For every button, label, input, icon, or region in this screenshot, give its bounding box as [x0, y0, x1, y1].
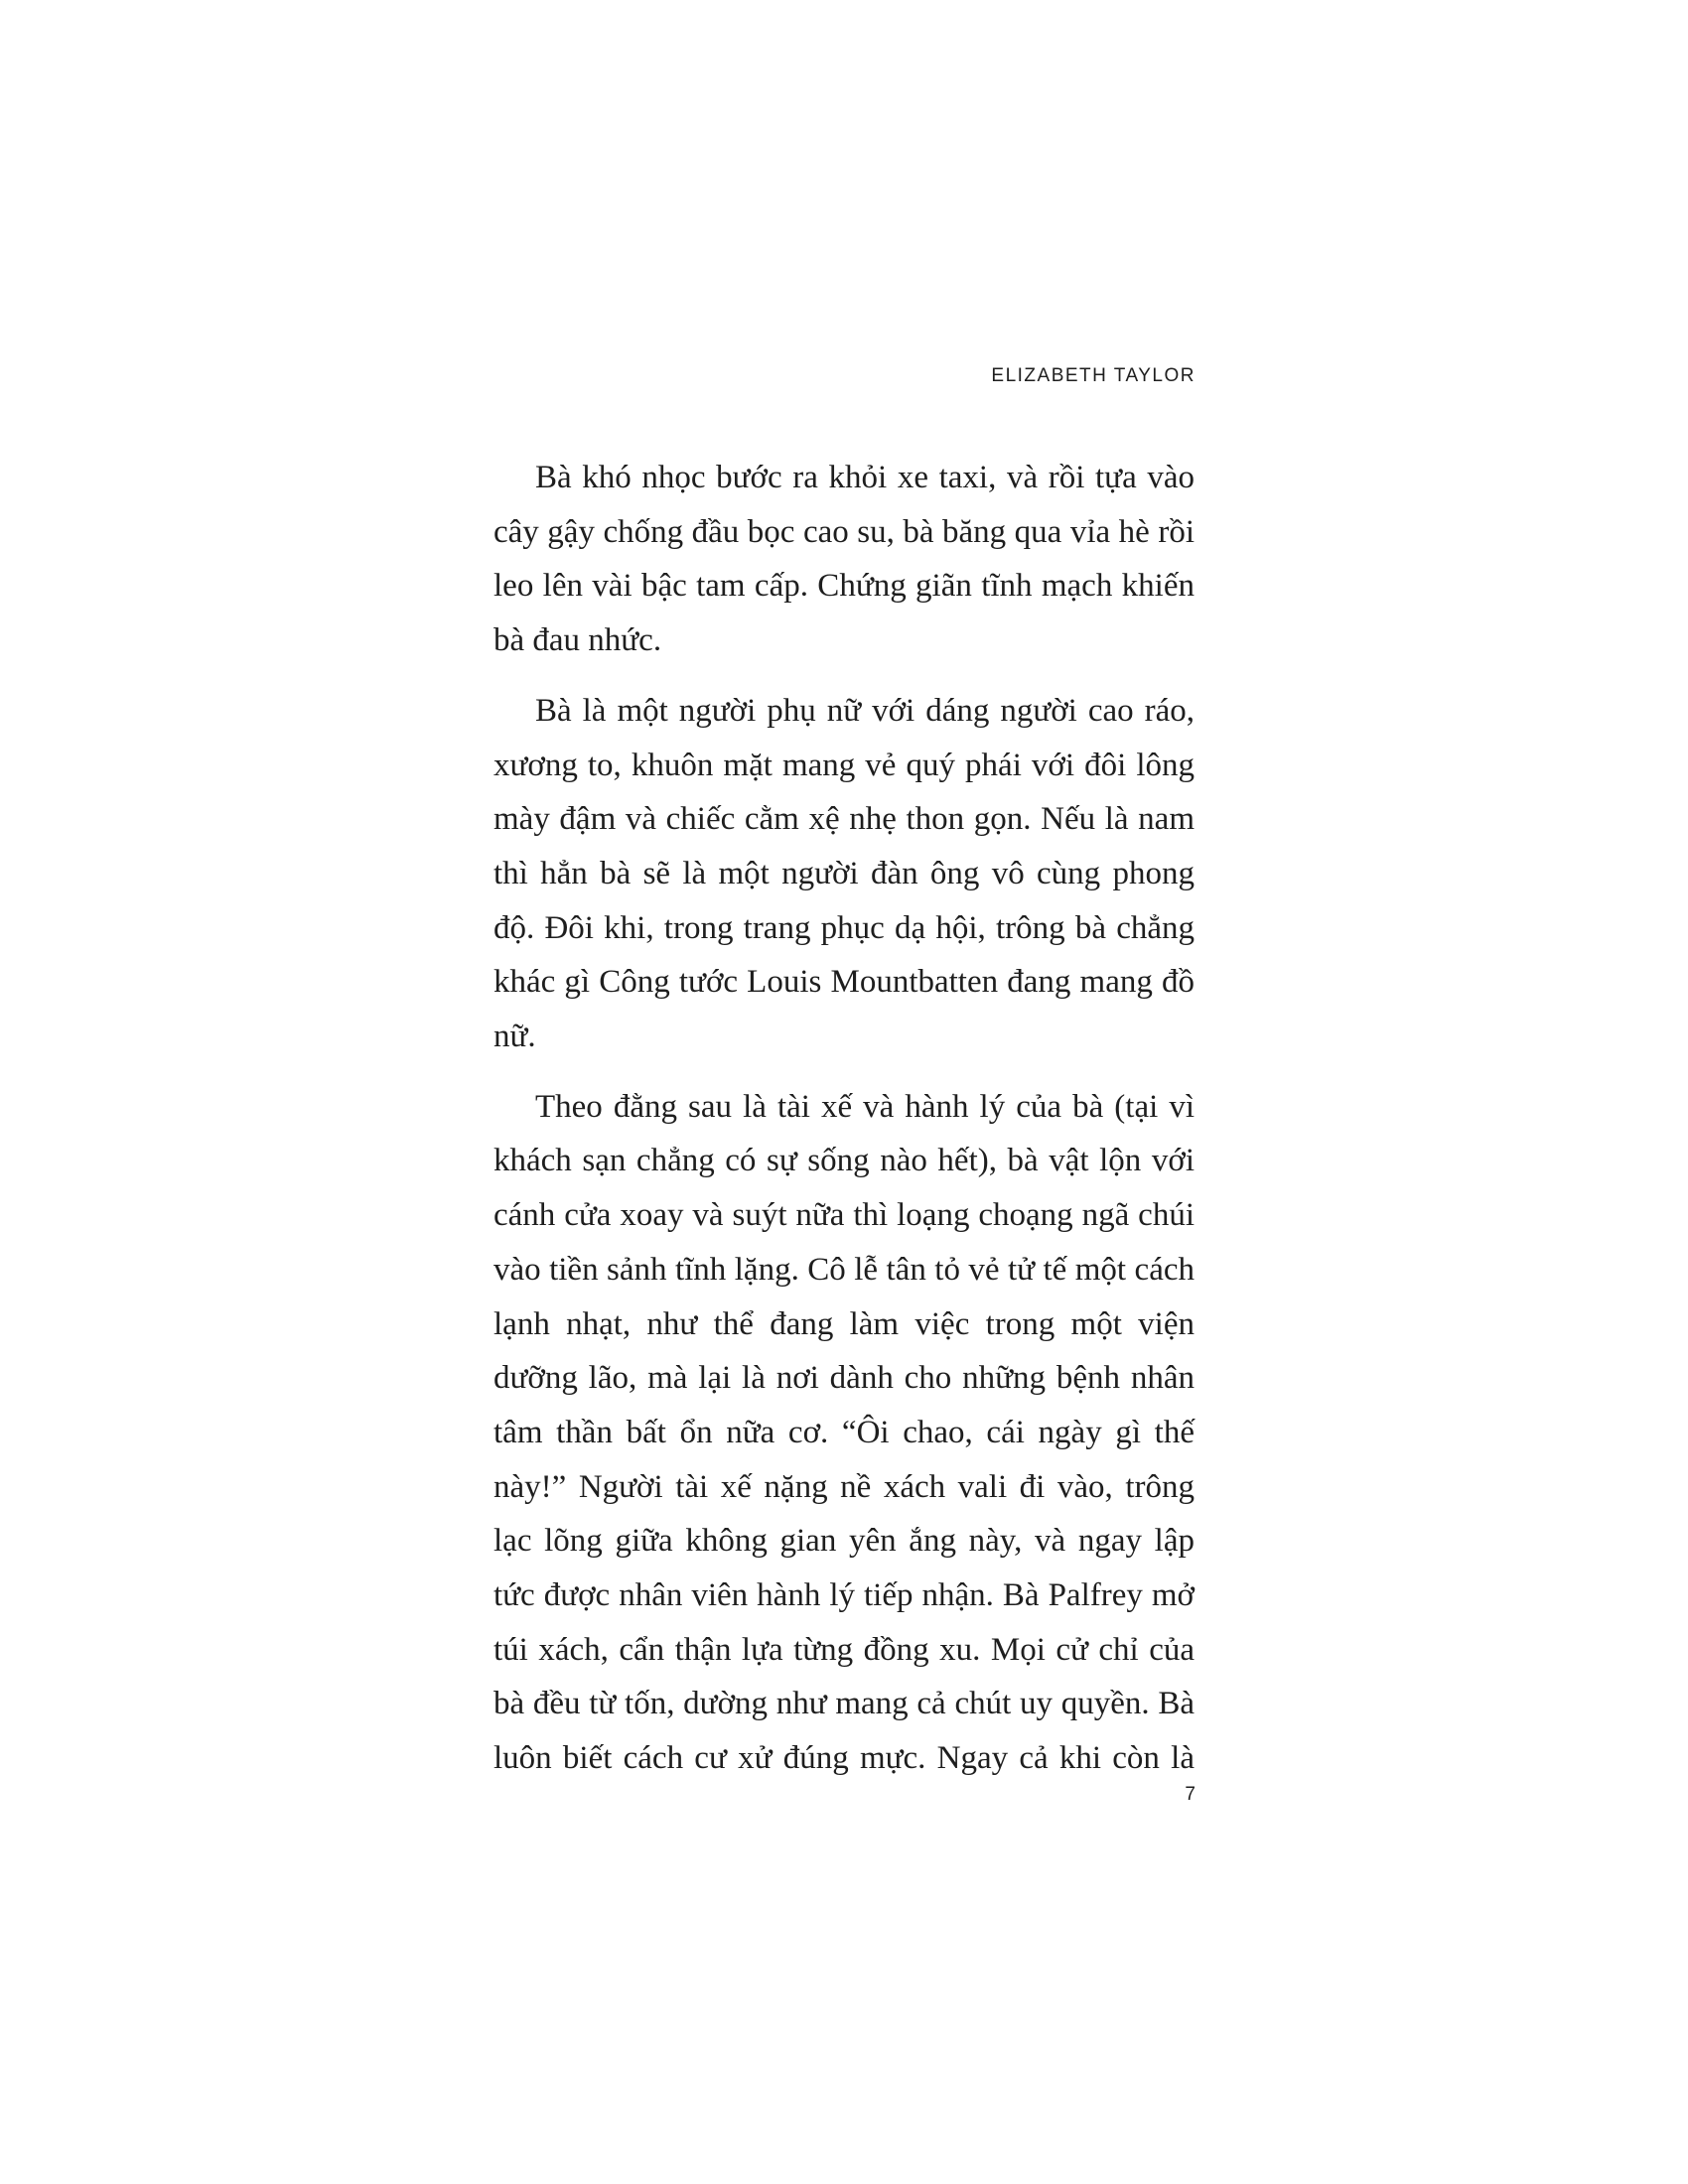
body-text — [493, 451, 1195, 1786]
paragraph-3: Theo đằng sau là tài xế và hành lý của bà (tại vì khách sạn chẳng có sự sống nào hết), bà vật lộn với cánh cửa xoay và suýt nữa thì loạng choạng ngã chúi vào tiền sảnh tĩnh lặng. Cô lễ tân tỏ vẻ tử tế một cách lạnh nhạt, như thể đang làm việc trong một viện dưỡng lão, mà lại là nơi dành cho những bệnh nhân tâm thần bất ổn nữa cơ. “Ôi chao, cái ngày gì thế này!” Người tài xế nặng nề xách vali đi vào, trông lạc lõng giữa không gian yên ắng này, và ngay lập tức được nhân viên hành lý tiếp nhận. Bà Palfrey mở túi xách, cẩn thận lựa từng đồng xu. Mọi cử chỉ của bà đều từ tốn, dường như mang cả chút uy quyền. Bà luôn biết cách cư xử đúng mực. Ngay cả khi còn là — [493, 1088, 1195, 1777]
page-number: 7 — [1185, 1784, 1196, 1805]
paragraph-1: Bà khó nhọc bước ra khỏi xe taxi, và rồi tựa vào cây gậy chống đầu bọc cao su, bà băng qua vỉa hè rồi leo lên vài bậc tam cấp. Chứng giãn tĩnh mạch khiến bà đau nhức. — [493, 460, 1195, 659]
running-header-author: ELIZABETH TAYLOR — [991, 365, 1196, 386]
paragraph-2: Bà là một người phụ nữ với dáng người cao ráo, xương to, khuôn mặt mang vẻ quý phái với đôi lông mày đậm và chiếc cằm xệ nhẹ thon gọn. Nếu là nam thì hẳn bà sẽ là một người đàn ông vô cùng phong độ. Đôi khi, trong trang phục dạ hội, trông bà chẳng khác gì Công tước Louis Mountbatten đang mang đồ nữ. — [493, 692, 1195, 1055]
